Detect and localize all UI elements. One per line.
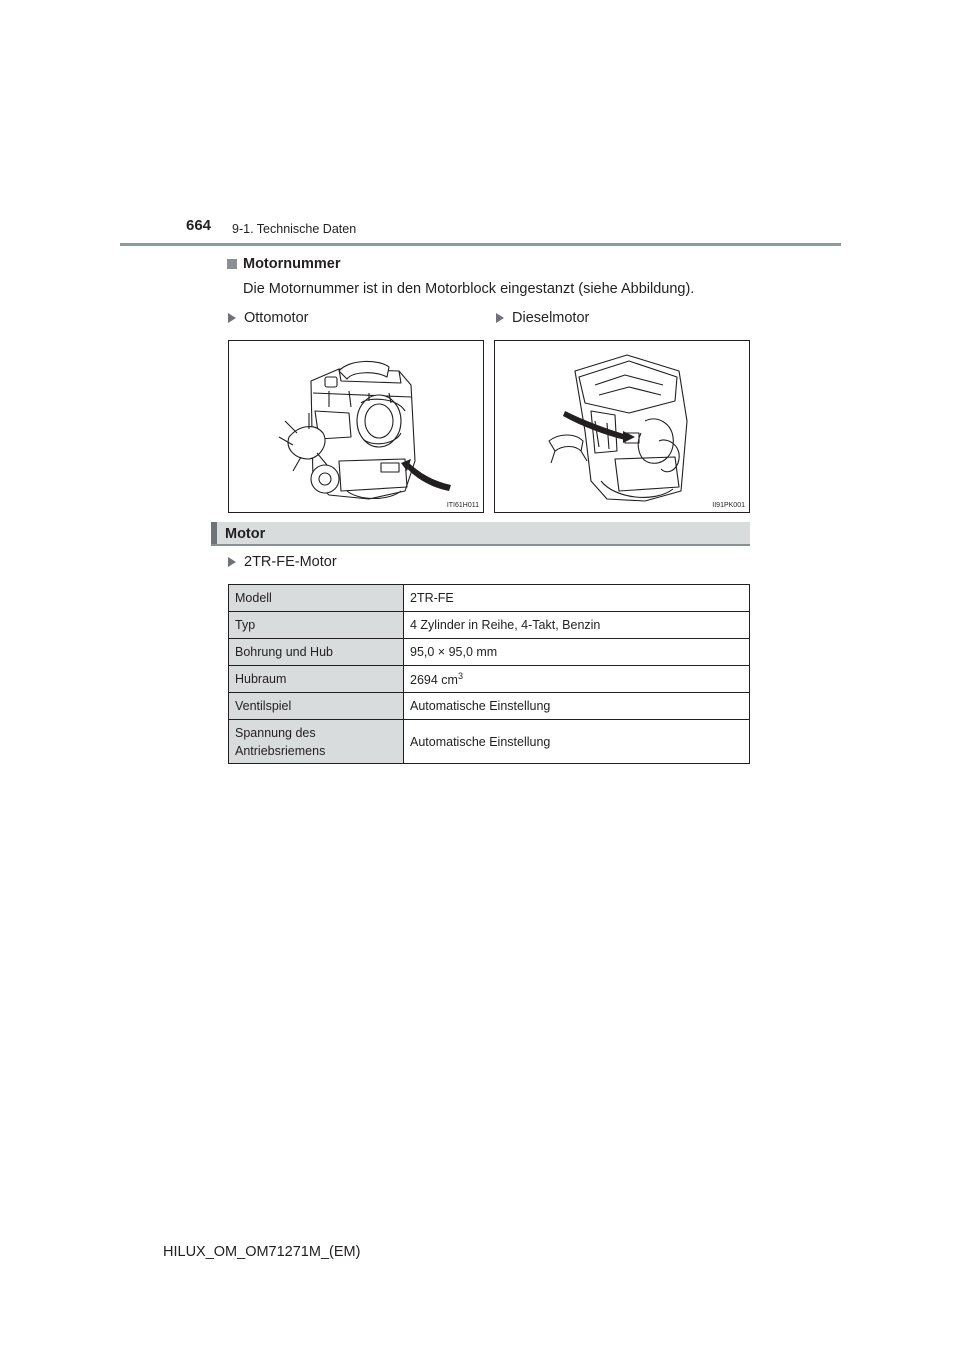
caption-diesel-text: Dieselmotor — [512, 310, 590, 326]
caption-diesel — [496, 310, 589, 326]
square-bullet-icon — [227, 259, 237, 269]
table-row — [229, 720, 750, 764]
spec-value: Automatische Einstellung — [404, 693, 750, 720]
engine-number-heading — [227, 256, 340, 272]
diesel-engine-illustration — [495, 341, 750, 513]
figure-code-diesel: II91PK001 — [712, 502, 745, 509]
motor-subheading — [228, 554, 337, 570]
figure-code-petrol: ITI61H011 — [446, 502, 479, 509]
motor-subheading-text: 2TR-FE-Motor — [244, 554, 337, 570]
motor-heading-text: Motor — [225, 526, 266, 542]
petrol-engine-illustration — [229, 341, 484, 513]
engine-spec-table — [228, 584, 750, 764]
triangle-bullet-icon — [228, 557, 236, 567]
spec-value-superscript: 3 — [457, 670, 463, 681]
spec-key: Spannung des Antriebsriemens — [229, 720, 404, 764]
section-title: 9-1. Technische Daten — [232, 222, 357, 236]
table-row — [229, 585, 750, 612]
table-row — [229, 639, 750, 666]
table-row — [229, 666, 750, 693]
spec-value — [404, 666, 750, 693]
caption-petrol — [228, 310, 308, 326]
heading-accent-bar — [211, 522, 217, 544]
spec-value: 95,0 × 95,0 mm — [404, 639, 750, 666]
spec-value-text: 2694 cm — [410, 673, 458, 688]
table-row — [229, 612, 750, 639]
triangle-bullet-icon — [228, 313, 236, 323]
spec-value: 4 Zylinder in Reihe, 4-Takt, Benzin — [404, 612, 750, 639]
table-row — [229, 693, 750, 720]
spec-key: Hubraum — [229, 666, 404, 693]
page-number: 664 — [186, 217, 212, 234]
spec-key: Ventilspiel — [229, 693, 404, 720]
spec-key: Modell — [229, 585, 404, 612]
caption-petrol-text: Ottomotor — [244, 310, 309, 326]
spec-key: Typ — [229, 612, 404, 639]
footer-doc-id: HILUX_OM_OM71271M_(EM) — [163, 1244, 361, 1260]
header-rule — [120, 243, 841, 246]
triangle-bullet-icon — [496, 313, 504, 323]
figure-diesel-engine — [494, 340, 750, 513]
figure-petrol-engine — [228, 340, 484, 513]
spec-value: Automatische Einstellung — [404, 720, 750, 764]
motor-section-heading — [211, 522, 750, 546]
engine-number-text: Die Motornummer ist in den Motorblock eingestanzt (siehe Abbildung). — [243, 281, 695, 297]
engine-number-heading-text: Motornummer — [243, 256, 341, 272]
spec-key: Bohrung und Hub — [229, 639, 404, 666]
spec-value: 2TR-FE — [404, 585, 750, 612]
